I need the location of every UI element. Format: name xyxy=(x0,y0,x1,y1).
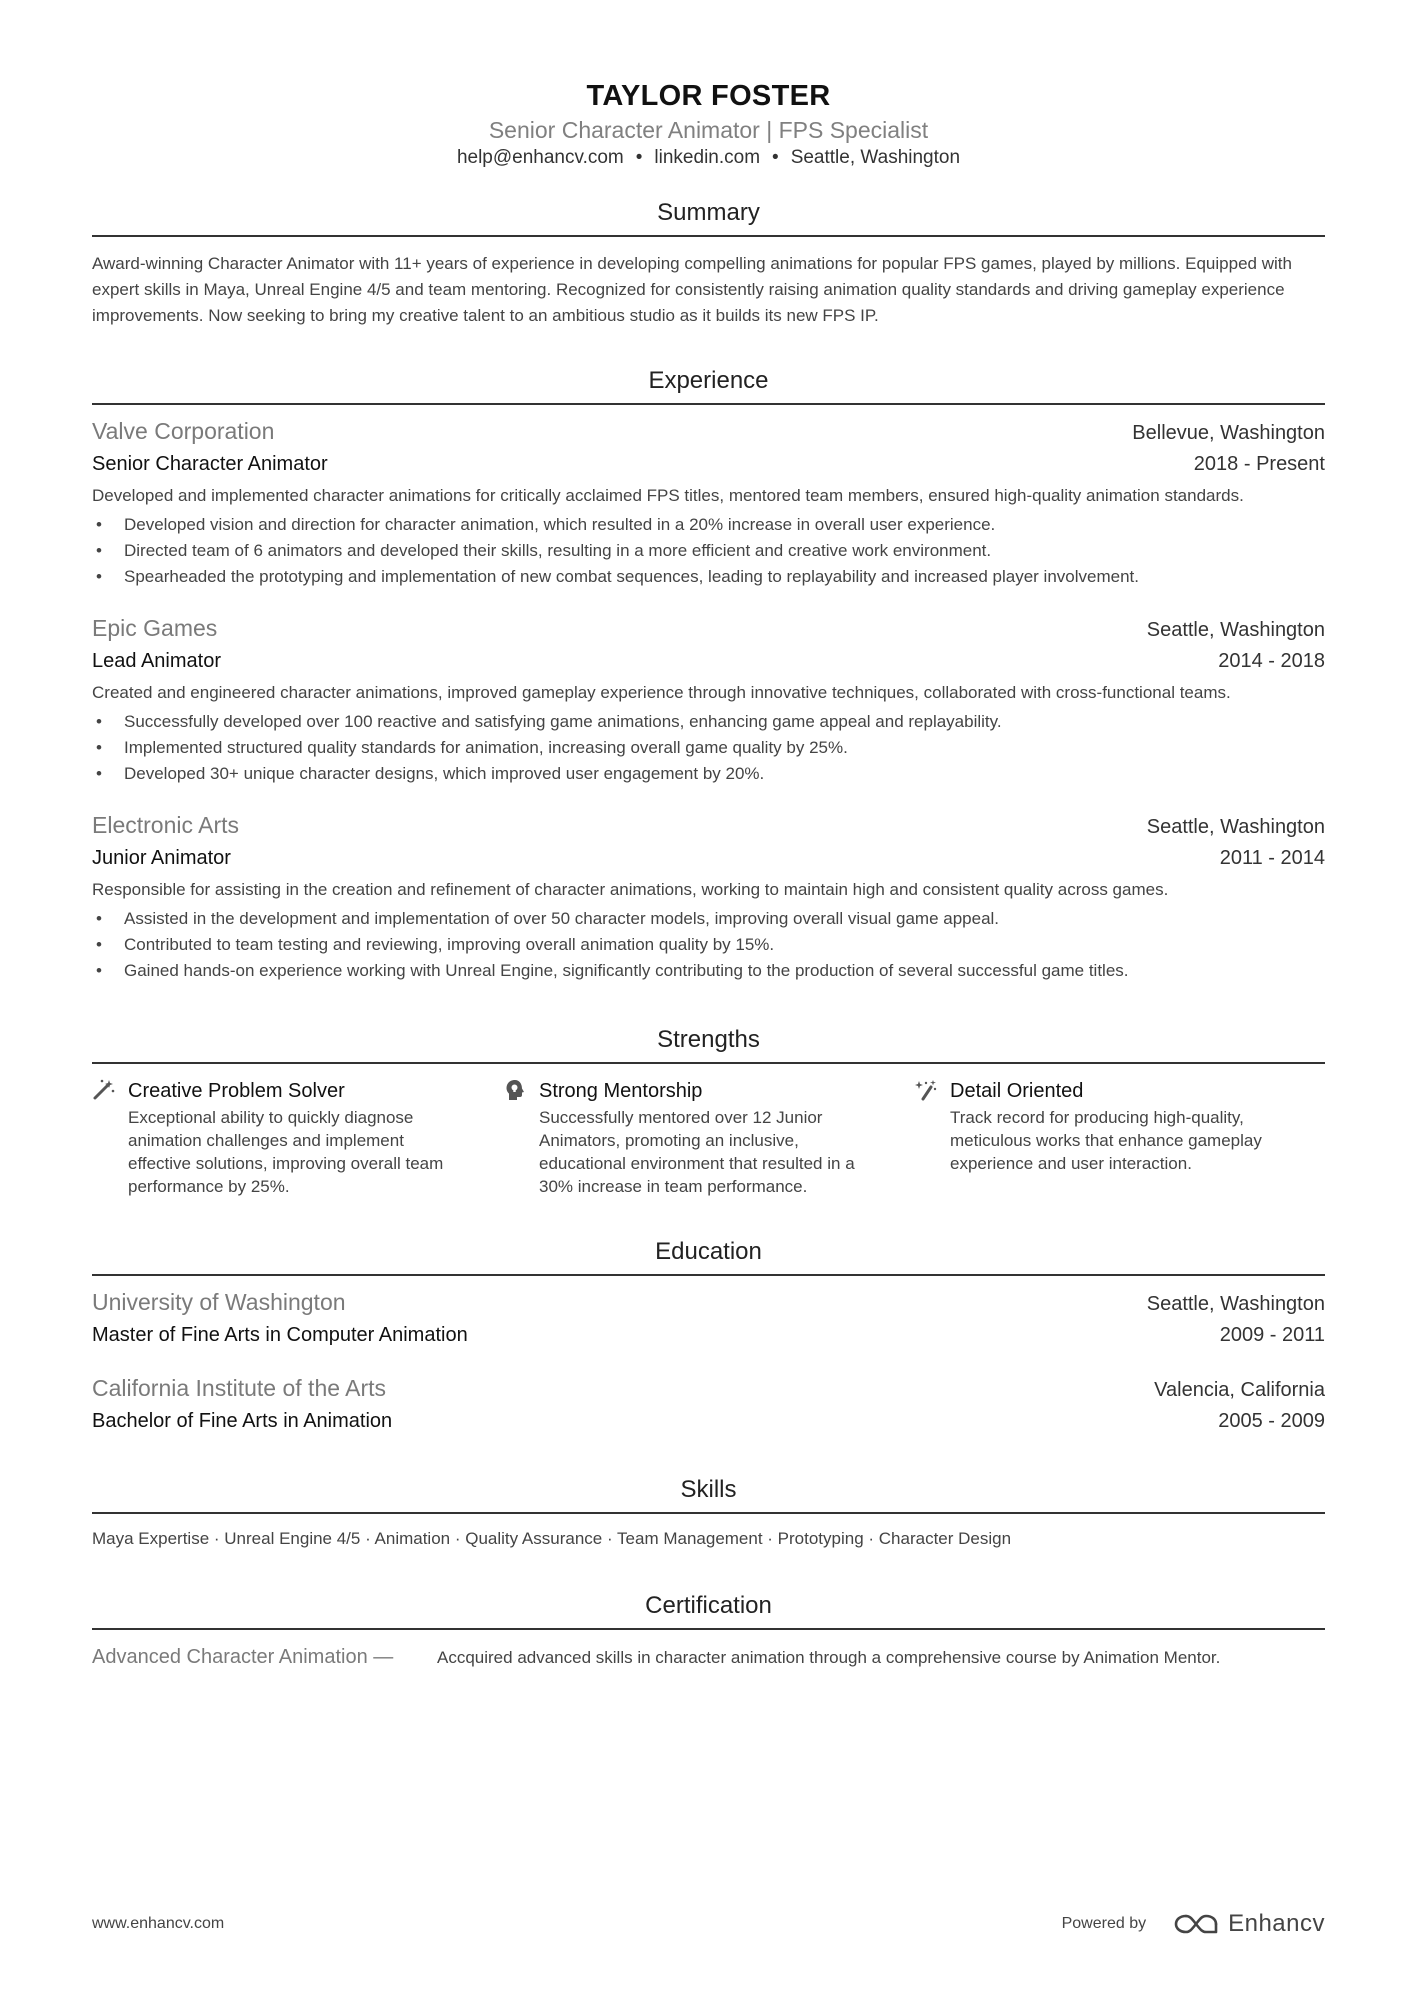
sparkle-wand-icon xyxy=(914,1076,950,1198)
summary-section xyxy=(92,197,1325,329)
contact-linkedin[interactable]: linkedin.com xyxy=(654,147,761,168)
contact-line xyxy=(92,145,1325,171)
head-lightbulb-icon xyxy=(503,1076,539,1198)
strength-description: Successfully mentored over 12 Junior Animators, promoting an inclusive, educational environment that resulted in a 30% increase in team performance. xyxy=(539,1108,855,1196)
achievement-item: • Successfully developed over 100 reactive and satisfying game animations, enhancing game appeal and replayability. xyxy=(92,709,1325,735)
job-description: Created and engineered character animations, improved gameplay experience through innovative techniques, collaborated with cross-functional teams. xyxy=(92,683,1231,702)
job-role: Senior Character Animator xyxy=(92,453,328,475)
certification-name: Advanced Character Animation — xyxy=(92,1646,394,1668)
education-entry xyxy=(92,1286,1325,1350)
magic-wand-icon xyxy=(92,1076,128,1198)
strength-title: Detail Oriented xyxy=(950,1080,1084,1102)
achievement-item: • Developed vision and direction for character animation, which resulted in a 20% increase in overall user experience. xyxy=(92,512,1325,538)
job-location: Bellevue, Washington xyxy=(1132,422,1325,444)
strength-item xyxy=(92,1076,503,1198)
experience-section xyxy=(92,365,1325,984)
achievement-item: • Implemented structured quality standards for animation, increasing overall game quality by 25%. xyxy=(92,735,1325,761)
footer-website-link[interactable]: www.enhancv.com xyxy=(92,1915,225,1932)
resume-header xyxy=(92,0,1325,171)
brand-name: Enhancv xyxy=(1228,1910,1325,1937)
degree-name: Master of Fine Arts in Computer Animation xyxy=(92,1324,468,1346)
powered-by-label: Powered by xyxy=(1061,1915,1147,1932)
strengths-grid xyxy=(92,1076,1325,1198)
strength-item xyxy=(914,1076,1325,1198)
achievement-list xyxy=(92,709,1325,787)
section-divider xyxy=(92,235,1325,237)
education-dates: 2009 - 2011 xyxy=(1219,1324,1325,1346)
achievement-list xyxy=(92,512,1325,590)
section-divider xyxy=(92,403,1325,405)
achievement-item: • Contributed to team testing and reviewing, improving overall animation quality by 15%. xyxy=(92,932,1325,958)
job-dates: 2011 - 2014 xyxy=(1219,847,1325,869)
strengths-section xyxy=(92,1024,1325,1198)
section-divider xyxy=(92,1628,1325,1630)
job-dates: 2018 - Present xyxy=(1193,453,1325,475)
candidate-title: Senior Character Animator | FPS Specialist xyxy=(488,117,929,143)
section-divider xyxy=(92,1274,1325,1276)
school-location: Seattle, Washington xyxy=(1146,1293,1325,1315)
separator-dot: • xyxy=(635,147,643,168)
contact-location: Seattle, Washington xyxy=(790,147,961,168)
candidate-name: TAYLOR FOSTER xyxy=(586,80,831,112)
skills-section xyxy=(92,1474,1325,1552)
brand-logo[interactable] xyxy=(1172,1910,1325,1938)
company-name: Valve Corporation xyxy=(92,418,275,444)
section-heading-education: Education xyxy=(655,1238,762,1265)
education-entry xyxy=(92,1372,1325,1436)
section-heading-certification: Certification xyxy=(645,1592,772,1619)
achievement-item: • Developed 30+ unique character designs, which improved user engagement by 20%. xyxy=(92,761,1325,787)
job-location: Seattle, Washington xyxy=(1146,816,1325,838)
achievement-item: • Directed team of 6 animators and developed their skills, resulting in a more efficient and creative work environment. xyxy=(92,538,1325,564)
section-heading-skills: Skills xyxy=(680,1476,737,1503)
education-section xyxy=(92,1236,1325,1436)
job-role: Junior Animator xyxy=(92,847,231,869)
page-footer xyxy=(92,1910,1325,1938)
school-location: Valencia, California xyxy=(1154,1379,1325,1401)
skills-list: Maya Expertise · Unreal Engine 4/5 · Animation · Quality Assurance · Team Management · Prototyping · Character Design xyxy=(92,1529,1012,1548)
strength-item xyxy=(503,1076,914,1198)
experience-entry xyxy=(92,612,1325,787)
school-name: University of Washington xyxy=(92,1289,346,1315)
experience-entry xyxy=(92,809,1325,984)
achievement-item: • Assisted in the development and implementation of over 50 character models, improving overall visual game appeal. xyxy=(92,906,1325,932)
certification-entry xyxy=(92,1644,1325,1670)
section-heading-experience: Experience xyxy=(648,367,769,394)
certification-description: Accquired advanced skills in character animation through a comprehensive course by Animation Mentor. xyxy=(437,1648,1221,1667)
section-heading-summary: Summary xyxy=(657,199,760,226)
achievement-list xyxy=(92,906,1325,984)
separator-dot: • xyxy=(772,147,779,168)
achievement-item: • Spearheaded the prototyping and implementation of new combat sequences, leading to replayability and increased player involvement. xyxy=(92,564,1325,590)
strength-title: Strong Mentorship xyxy=(539,1080,703,1102)
company-name: Epic Games xyxy=(92,615,218,641)
certification-section xyxy=(92,1590,1325,1670)
powered-by xyxy=(1062,1910,1325,1938)
company-name: Electronic Arts xyxy=(92,812,239,838)
job-role: Lead Animator xyxy=(92,650,221,672)
job-location: Seattle, Washington xyxy=(1146,619,1325,641)
job-description: Developed and implemented character animations for critically acclaimed FPS titles, mentored team members, ensured high-quality animation standards. xyxy=(92,486,1244,505)
degree-name: Bachelor of Fine Arts in Animation xyxy=(92,1410,393,1432)
experience-entry xyxy=(92,415,1325,590)
education-dates: 2005 - 2009 xyxy=(1218,1410,1325,1432)
job-description: Responsible for assisting in the creation and refinement of character animations, working to maintain high and consistent quality across games. xyxy=(92,880,1169,899)
resume-page xyxy=(92,0,1325,1670)
job-dates: 2014 - 2018 xyxy=(1218,650,1325,672)
school-name: California Institute of the Arts xyxy=(92,1375,387,1401)
strength-title: Creative Problem Solver xyxy=(128,1080,345,1102)
summary-text: Award-winning Character Animator with 11+ years of experience in developing compelling animations for popular FPS games, played by millions. Equipped with expert skills in Maya, Unreal Engine 4/5 and team mentoring. Recognized for consistently raising animation quality standards and driving gameplay experience improvements. Now seeking to bring my creative talent to an ambitious studio as it builds its new FPS IP. xyxy=(92,254,1292,325)
section-heading-strengths: Strengths xyxy=(657,1026,760,1053)
section-divider xyxy=(92,1062,1325,1064)
achievement-item: • Gained hands-on experience working with Unreal Engine, significantly contributing to the production of several successful game titles. xyxy=(92,958,1325,984)
section-divider xyxy=(92,1512,1325,1514)
strength-description: Track record for producing high-quality, meticulous works that enhance gameplay experience and user interaction. xyxy=(950,1108,1262,1173)
enhancv-logo-icon xyxy=(1172,1912,1220,1936)
contact-email[interactable]: help@enhancv.com xyxy=(456,147,624,168)
strength-description: Exceptional ability to quickly diagnose animation challenges and implement effective solutions, improving overall team performance by 25%. xyxy=(128,1108,444,1196)
